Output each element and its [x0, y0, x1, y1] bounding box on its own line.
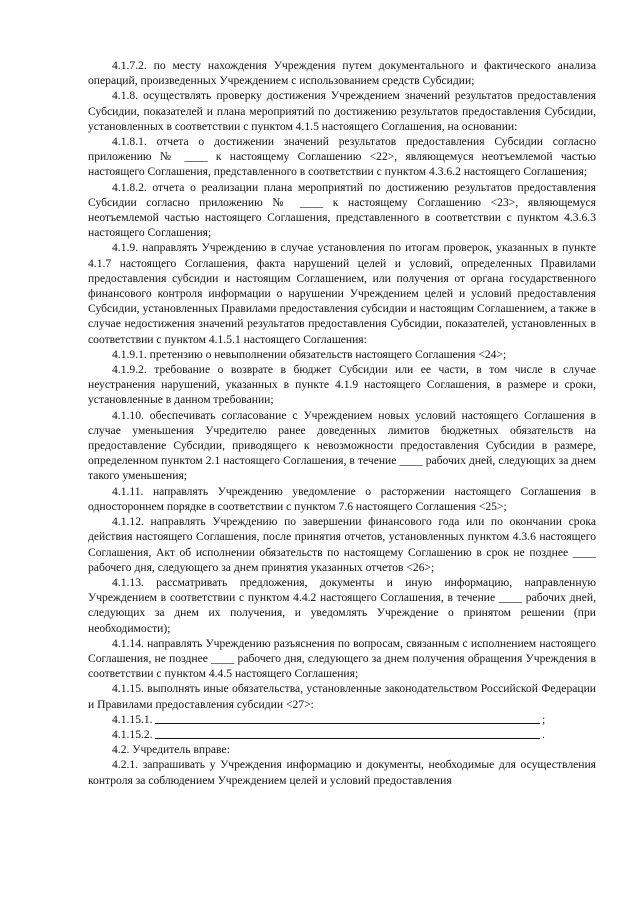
document-body — [88, 58, 596, 788]
paragraph-4-1-9-1: 4.1.9.1. претензию о невыполнении обязательств настоящего Соглашения <24>; — [112, 347, 507, 361]
blank-underline — [155, 723, 540, 724]
paragraph-4-1-9-2: 4.1.9.2. требование о возврате в бюджет Субсидии или ее части, в том числе в случае неустранения нарушений, указанных в пункте 4.1.9 настоящего Соглашения, в размере и сроки, установленные в данном требовании; — [88, 363, 596, 407]
paragraph-4-1-13: 4.1.13. рассматривать предложения, документы и иную информацию, направленную Учреждением в соответствии с пунктом 4.4.2 настоящего Соглашения, в течение ____ рабочих дней, следующих за днем их получения, и уведомлять Учреждение о принятом решении (при необходимости); — [88, 575, 596, 635]
paragraph-4-1-7-2: 4.1.7.2. по месту нахождения Учреждения путем документального и фактического анализа операций, произведенных Учреждением с использованием средств Субсидии; — [88, 59, 596, 88]
paragraph-4-1-10: 4.1.10. обеспечивать согласование с Учреждением новых условий настоящего Соглашения в случае уменьшения Учредителю ранее доведенных лимитов бюджетных обязательств на предоставление Субсидии, приводящего к невозможности предоставления Субсидии в размере, определенном пунктом 2.1 настоящего Соглашения, в течение ____ рабочих дней, следующих за днем такого уменьшения; — [88, 408, 596, 483]
fill-line-4-1-15-2 — [88, 727, 596, 742]
paragraph-4-1-8-2: 4.1.8.2. отчета о реализации плана мероприятий по достижению результатов предоставления Субсидии согласно приложению № ____ к настоящему Соглашению <23>, являющемуся неотъемлемой частью настоящего Соглашения, представленного в соответствии с пунктом 4.3.6.3 настоящего Соглашения; — [88, 180, 596, 240]
paragraph-4-1-14: 4.1.14. направлять Учреждению разъяснения по вопросам, связанным с исполнением настоящего Соглашения, не позднее ____ рабочего дня, следующего за днем получения обращения Учреждения в соответствии с пунктом 4.4.5 настоящего Соглашения; — [88, 636, 596, 681]
paragraph-4-2: 4.2. Учредитель вправе: — [112, 743, 230, 757]
paragraph-4-2-1: 4.2.1. запрашивать у Учреждения информацию и документы, необходимые для осуществления контроля за соблюдением Учреждением целей и условий предоставления — [88, 758, 596, 787]
fill-line-4-1-15-1 — [88, 712, 596, 727]
fill-line-number: 4.1.15.2. — [112, 727, 153, 741]
blank-underline — [155, 738, 540, 739]
paragraph-4-1-12: 4.1.12. направлять Учреждению по завершении финансового года или по окончании срока действия настоящего Соглашения, после принятия отчетов, установленных пунктом 4.3.6 настоящего Соглашения, Акт об исполнении обязательств по настоящему Соглашению в срок не позднее ____ рабочего дня, следующего за днем принятия указанных отчетов <26>; — [88, 515, 596, 574]
paragraph-4-1-11: 4.1.11. направлять Учреждению уведомление о расторжении настоящего Соглашения в одностороннем порядке в соответствии с пунктом 7.6 настоящего Соглашения <25>; — [88, 484, 596, 513]
paragraph-4-1-8: 4.1.8. осуществлять проверку достижения Учреждением значений результатов предоставления Субсидии, показателей и плана мероприятий по достижению результатов предоставления Субсидии, установленных в соответствии с пунктом 4.1.5 настоящего Соглашения, на основании: — [88, 89, 596, 133]
fill-line-end: . — [542, 727, 545, 741]
paragraph-4-1-15: 4.1.15. выполнять иные обязательства, установленные законодательством Российской Федерации и Правилами предоставления субсидии <27>: — [88, 682, 596, 711]
paragraph-4-1-8-1: 4.1.8.1. отчета о достижении значений результатов предоставления Субсидии согласно приложению № ____ к настоящему Соглашению <22>, являющемуся неотъемлемой частью настоящего Соглашения, представленного в соответствии с пунктом 4.3.6.2 настоящего Соглашения; — [88, 135, 596, 179]
fill-line-number: 4.1.15.1. — [112, 712, 153, 726]
fill-line-end: ; — [542, 712, 546, 726]
paragraph-4-1-9: 4.1.9. направлять Учреждению в случае установления по итогам проверок, указанных в пункте 4.1.7 настоящего Соглашения, факта нарушений целей и условий, определенных Правилами предоставления субсидии и настоящим Соглашением, или получения от органа государственного финансового контроля информации о нарушении Учреждением целей и условий предоставления Субсидии, установленных Правилами предоставления субсидии и настоящим Соглашением, а также в случае недостижения значений результатов предоставления Субсидии, показателей, установленных в соответствии с пунктом 4.1.5.1 настоящего Соглашения: — [88, 241, 596, 346]
